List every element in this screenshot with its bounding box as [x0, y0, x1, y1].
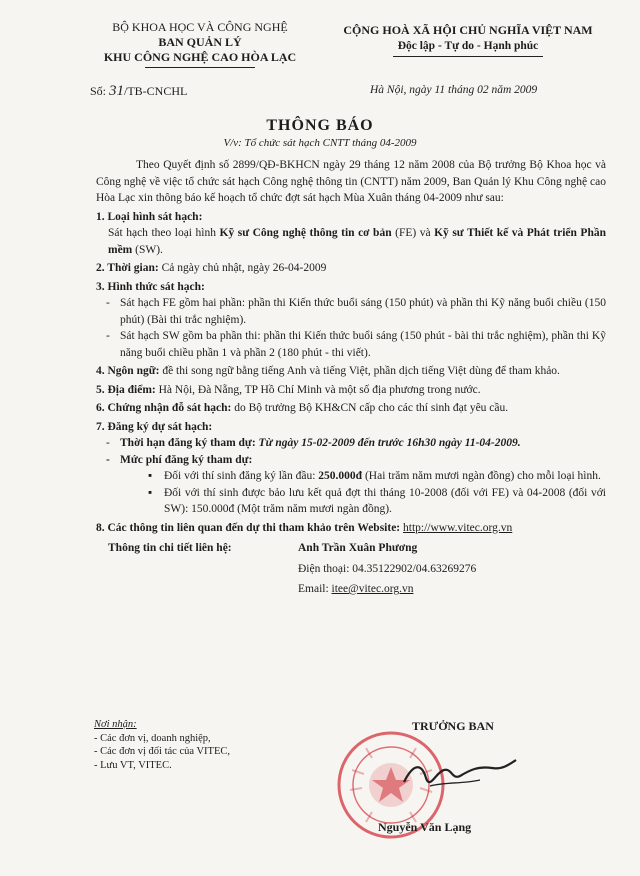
fee-retained: ▪ Đối với thí sinh được bảo lưu kết quả đợt thi tháng 10-2008 (đối với FE) và 04-2008 (đối với SW): 150.000đ (Một trăm năm mươi ngàn đồng).: [96, 485, 606, 518]
fee-heading: - Mức phí đăng ký tham dự:: [96, 452, 606, 469]
fee1-text: Đối với thí sinh đăng ký lần đầu:: [164, 470, 319, 482]
deadline-label: Thời hạn đăng ký tham dự:: [120, 437, 256, 449]
number-suffix: /TB-CNCHL: [124, 84, 188, 98]
contact-name: Anh Trần Xuân Phương: [298, 542, 418, 554]
s1-text-c: (SW).: [132, 243, 163, 256]
email-label: Email:: [298, 583, 332, 595]
recipient-item: - Lưu VT, VITEC.: [94, 759, 172, 771]
section-2: [96, 260, 606, 277]
fee1-note: (Hai trăm năm mươi ngàn đồng) cho mỗi loại hình.: [362, 470, 601, 482]
park-name: KHU CÔNG NGHỆ CAO HÒA LẠC: [103, 50, 297, 64]
section-2-text: Cả ngày chủ nhật, ngày 26-04-2009: [158, 262, 327, 274]
signature-icon: [400, 742, 520, 802]
recipient-item: - Các đơn vị đối tác của VITEC,: [94, 746, 230, 757]
fee-first-time: [96, 468, 606, 485]
national-header: [318, 22, 618, 57]
document-number: [90, 83, 187, 100]
section-6: [96, 400, 606, 417]
document-subject: V/v: Tổ chức sát hạch CNTT tháng 04-2009: [223, 137, 417, 149]
s1-bold-b: Kỹ sư Thiết kế và Phát triển Phần mềm: [108, 227, 606, 256]
s1-bold-a: Kỹ sư Công nghệ thông tin cơ bản: [219, 227, 392, 239]
section-3-heading: 3. Hình thức sát hạch:: [96, 280, 205, 293]
number-value: 31: [109, 83, 125, 99]
ministry-name: BỘ KHOA HỌC VÀ CÔNG NGHỆ: [112, 20, 288, 34]
country-name: CỘNG HOÀ XÃ HỘI CHỦ NGHĨA VIỆT NAM: [343, 23, 593, 37]
section-8-heading: 8. Các thông tin liên quan đến dự thi tham khảo trên Website:: [96, 521, 401, 534]
section-7-heading: 7. Đăng ký dự sát hạch:: [96, 420, 213, 433]
national-motto: Độc lập - Tự do - Hạnh phúc: [397, 40, 539, 52]
s1-text-a: Sát hạch theo loại hình: [108, 227, 220, 239]
section-2-heading: 2. Thời gian:: [96, 262, 159, 274]
recipients-block: [94, 718, 230, 772]
section-4-text: đề thi song ngữ bằng tiếng Anh và tiếng Việt, phần dịch tiếng Việt dùng để tham khảo.: [159, 365, 560, 377]
number-label: Số:: [90, 84, 107, 98]
place-date: Hà Nội, ngày 11 tháng 02 năm 2009: [370, 84, 538, 96]
issuer-header: [84, 20, 316, 68]
section-4: [96, 363, 606, 380]
board-name: BAN QUẢN LÝ: [158, 35, 242, 49]
registration-deadline: [96, 435, 606, 452]
signer-name: Nguyễn Văn Lạng: [378, 820, 472, 834]
section-8: [96, 520, 606, 537]
recipients-title: Nơi nhận:: [94, 719, 137, 730]
contact-phone: Điện thoại: 04.35122902/04.63269276: [298, 562, 477, 575]
motto-underline: [393, 56, 543, 57]
contact-email-link[interactable]: itee@vitec.org.vn: [331, 583, 414, 595]
intro-paragraph: Theo Quyết định số 2899/QĐ-BKHCN ngày 29 tháng 12 năm 2008 của Bộ trưởng Bộ Khoa học và Công nghệ về việc tổ chức sát hạch Công nghệ thông tin (CNTT) năm 2009, Ban Quản lý Khu Công nghệ cao Hòa Lạc xin thông báo kế hoạch tổ chức đợt sát hạch Mùa Xuân tháng 04-2009 như sau:: [96, 159, 606, 204]
section-5-heading: 5. Địa điểm:: [96, 383, 156, 396]
document-body: [96, 157, 606, 602]
contact-block: [96, 540, 476, 602]
website-link[interactable]: http://www.vitec.org.vn: [403, 521, 513, 534]
section-3-bullet-fe: - Sát hạch FE gồm hai phần: phần thi Kiến thức buổi sáng (150 phút) và phần thi Kỹ năng buổi chiều (150 phút) (Bài thi trắc nghiệm).: [96, 295, 606, 328]
contact-email-row: [298, 581, 476, 602]
section-6-text: do Bộ trưởng Bộ KH&CN cấp cho các thí sinh đạt yêu cầu.: [231, 402, 509, 414]
signer-title: TRƯỞNG BAN: [412, 719, 494, 733]
document-title: THÔNG BÁO: [266, 117, 374, 134]
section-1-heading: 1. Loại hình sát hạch:: [96, 210, 203, 223]
section-1-text: [96, 225, 606, 258]
section-4-heading: 4. Ngôn ngữ:: [96, 365, 160, 377]
deadline-value: Từ ngày 15-02-2009 đến trước 16h30 ngày 11-04-2009.: [255, 437, 521, 449]
contact-label: Thông tin chi tiết liên hệ:: [108, 542, 232, 554]
recipient-item: - Các đơn vị, doanh nghiệp,: [94, 732, 211, 744]
section-5: [96, 382, 606, 399]
section-5-text: Hà Nội, Đà Nẵng, TP Hồ Chí Minh và một số địa phương trong nước.: [155, 383, 481, 396]
header-underline: [145, 67, 255, 68]
fee1-amount: 250.000đ: [318, 470, 363, 482]
section-6-heading: 6. Chứng nhận đỗ sát hạch:: [96, 402, 232, 414]
section-3-bullet-sw: - Sát hạch SW gồm ba phần thi: phần thi Kiến thức buổi sáng (150 phút - bài thi trắc nghiệm), phần thi Kỹ năng buổi chiều phần 1 và phần 2 (180 phút - thi viết).: [96, 328, 606, 361]
s1-text-b: (FE) và: [391, 227, 435, 239]
